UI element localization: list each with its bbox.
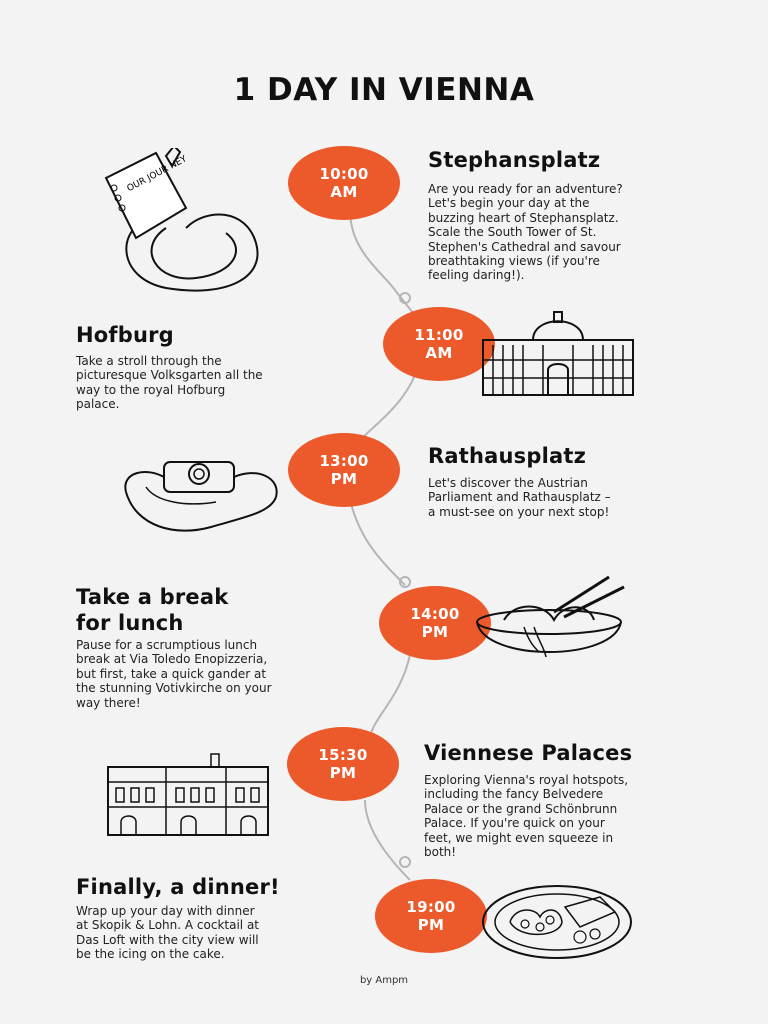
dinner-plate-icon bbox=[480, 882, 635, 964]
stop-description: Pause for a scrumptious lunch break at Via Toledo Enopizzeria, but first, take a quick gander at the stunning Votivkirche on your way there! bbox=[76, 638, 272, 710]
time-value: 10:00 bbox=[319, 165, 369, 183]
stop-description: Wrap up your day with dinner at Skopik & Lohn. A cocktail at Das Loft with the city view will be the icing on the cake. bbox=[76, 904, 260, 962]
time-bubble-5 bbox=[287, 727, 399, 801]
time-period: AM bbox=[330, 183, 358, 201]
journey-note-text: OUR JOUR NEY bbox=[125, 154, 189, 195]
stop-heading: Finally, a dinner! bbox=[76, 875, 280, 899]
author-credit: by Ampm bbox=[359, 975, 409, 986]
time-bubble-6 bbox=[375, 879, 487, 953]
stop-description: Are you ready for an adventure? Let's begin your day at the buzzing heart of Stephansplatz. Scale the South Tower of St. Stephen's Cathedral and savour breathtaking views (if you're feeling daring!). bbox=[428, 182, 623, 283]
stop-description: Exploring Vienna's royal hotspots, including the fancy Belvedere Palace or the grand Schönbrunn Palace. If you're quick on your feet, we might even squeeze in both! bbox=[424, 773, 629, 860]
stop-heading: Stephansplatz bbox=[428, 148, 601, 172]
camera-hands-icon bbox=[116, 452, 296, 542]
time-period: AM bbox=[425, 344, 453, 362]
stop-description: Take a stroll through the picturesque Volksgarten all the way to the royal Hofburg palace. bbox=[76, 354, 263, 412]
time-period: PM bbox=[329, 764, 357, 782]
time-period: PM bbox=[330, 470, 358, 488]
stop-heading: Rathausplatz bbox=[428, 444, 587, 468]
time-value: 15:30 bbox=[318, 746, 368, 764]
page-title: 1 DAY IN VIENNA bbox=[233, 72, 535, 108]
journey-note-icon bbox=[96, 148, 276, 298]
stop-heading: Hofburg bbox=[76, 323, 174, 347]
stop-heading: Take a break for lunch bbox=[76, 585, 229, 635]
time-value: 14:00 bbox=[410, 605, 460, 623]
palace-facade-icon bbox=[106, 752, 271, 837]
time-bubble-3 bbox=[288, 433, 400, 507]
time-value: 13:00 bbox=[319, 452, 369, 470]
time-bubble-1 bbox=[288, 146, 400, 220]
stop-heading: Viennese Palaces bbox=[424, 741, 633, 765]
stop-description: Let's discover the Austrian Parliament and Rathausplatz – a must-see on your next stop! bbox=[428, 476, 611, 519]
palace-dome-icon bbox=[478, 310, 638, 400]
time-period: PM bbox=[417, 916, 445, 934]
time-value: 19:00 bbox=[406, 898, 456, 916]
noodle-bowl-icon bbox=[474, 572, 629, 672]
time-period: PM bbox=[421, 623, 449, 641]
time-value: 11:00 bbox=[414, 326, 464, 344]
